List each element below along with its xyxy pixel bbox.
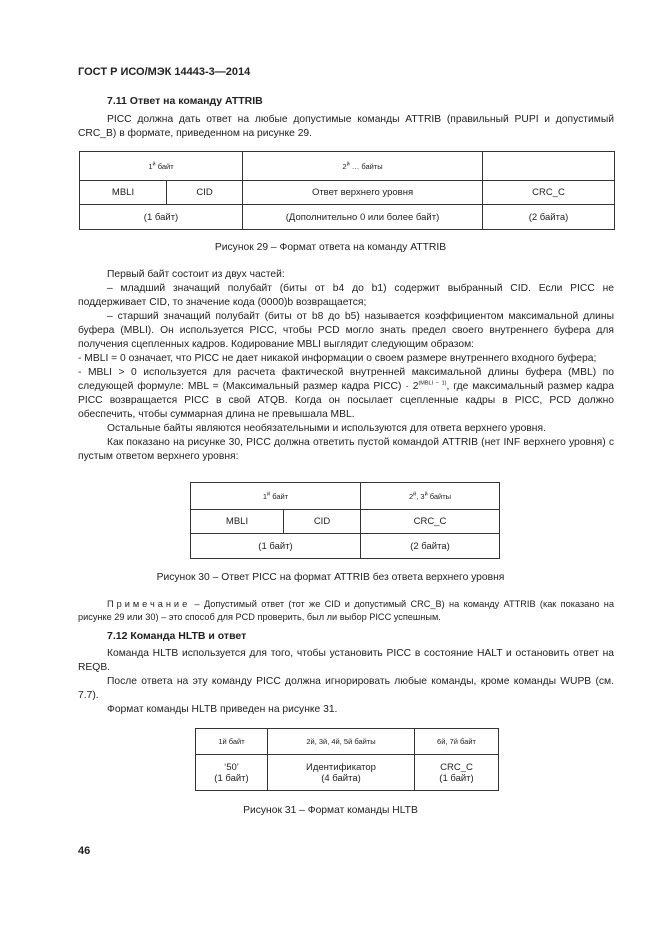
table-cell: (2 байта) xyxy=(483,205,615,230)
table-cell: MBLI xyxy=(191,510,284,534)
document-header: ГОСТ Р ИСО/МЭК 14443-3—2014 xyxy=(78,66,251,78)
table-cell: CRC_C (1 байт) xyxy=(415,755,499,791)
section-intro-paragraph: PICC должна дать ответ на любые допустимые команды ATTRIB (правильный PUPI и допустимый CRC_B) в формате, приведенном на рисунке 29. xyxy=(78,114,614,139)
table-cell: (2 байта) xyxy=(361,534,500,559)
figure-31-caption: Рисунок 31 – Формат команды HLTB xyxy=(243,805,418,816)
paragraph: – старший значащий полубайт (биты от b8 до b5) называется коэффициентом максимальной длины буфера (MBLI). Он используется PICC, чтобы PCD могло знать предел своего внутреннего буфера для получения сцепленных кадров. Кодирование MBLI выглядит следующим образом: xyxy=(78,311,614,350)
section-title-7-12: 7.12 Команда HLTB и ответ xyxy=(107,630,247,642)
table-header-cell xyxy=(483,152,615,181)
table-cell: CRC_C xyxy=(483,181,615,205)
table-header-cell: $1^й$ байт xyxy=(191,483,361,510)
table-cell: (Дополнительно 0 или более байт) xyxy=(243,205,483,230)
section-title-7-11: 7.11 Ответ на команду ATTRIB xyxy=(107,95,263,107)
table-cell: ‘50’ (1 байт) xyxy=(196,755,268,791)
table-cell: CRC_C xyxy=(361,510,500,534)
table-header-cell: 2й, 3й, 4й, 5й байты xyxy=(268,729,415,755)
table-header-cell: $2^й$, $3^й$ байты xyxy=(361,483,500,510)
figure-29-table xyxy=(79,151,615,230)
table-cell: MBLI xyxy=(80,181,167,205)
body-text xyxy=(78,268,614,464)
paragraph: - MBLI = 0 означает, что PICC не дает никакой информации о своем размере внутреннего входного буфера; xyxy=(78,353,597,364)
paragraph: Как показано на рисунке 30, PICC должна ответить пустой командой ATTRIB (нет INF верхнего уровня) с пустым ответом верхнего уровня: xyxy=(78,437,614,462)
paragraph: Первый байт состоит из двух частей: xyxy=(107,269,285,280)
table-header-cell: $1^й$ байт xyxy=(80,152,243,181)
figure-30-caption: Рисунок 30 – Ответ PICC на формат ATTRIB без ответа верхнего уровня xyxy=(156,572,505,583)
table-cell: Идентификатор (4 байта) xyxy=(268,755,415,791)
note-paragraph: Примечание – Допустимый ответ (тот же CID и допустимый CRC_B) на команду ATTRIB (как показано на рисунке 29 или 30) – это способ для PCD проверить, был ли выбор PICC успешным. xyxy=(78,599,614,622)
page-number: 46 xyxy=(78,845,91,857)
table-header-cell: $2^й$ … байты xyxy=(243,152,483,181)
table-header-cell: 6й, 7й байт xyxy=(415,729,499,755)
figure-30-table xyxy=(190,482,500,559)
table-header-cell: 1й байт xyxy=(196,729,268,755)
table-cell: (1 байт) xyxy=(191,534,361,559)
table-cell: (1 байт) xyxy=(80,205,243,230)
table-cell: CID xyxy=(167,181,243,205)
note-label: Примечание xyxy=(107,599,191,609)
paragraph: Формат команды HLTB приведен на рисунке 31. xyxy=(107,704,338,715)
table-cell: Ответ верхнего уровня xyxy=(243,181,483,205)
paragraph: После ответа на эту команду PICC должна игнорировать любые команды, кроме команды WUPB (см. 7.7). xyxy=(78,676,614,701)
figure-31-table xyxy=(195,728,499,791)
paragraph: - MBLI > 0 используется для расчета фактической внутренней максимальной длины буфера (MBL) по следующей формуле: MBL = (Максимальный размер кадра PICC) · $2^{(MBLI - 1)}$, где максимальный размер кадра PICC возвращается PICC в свой ATQB. Когда он посылает сцепленные кадры в PICC, PCD должно обеспечить, чтобы суммарная длина не превышала MBL. xyxy=(78,367,615,420)
paragraph: Остальные байты являются необязательными и используются для ответа верхнего уровня. xyxy=(107,423,546,434)
paragraph: Команда HLTB используется для того, чтобы установить PICC в состояние HALT и остановить ответ на REQB. xyxy=(78,648,614,673)
table-cell: CID xyxy=(284,510,361,534)
paragraph: – младший значащий полубайт (биты от b4 до b1) содержит выбранный CID. Если PICC не поддерживает CID, то значение кода (0000)b возвращается; xyxy=(78,283,614,308)
section-712-text xyxy=(78,647,614,717)
figure-29-caption: Рисунок 29 – Формат ответа на команду ATTRIB xyxy=(214,242,447,253)
